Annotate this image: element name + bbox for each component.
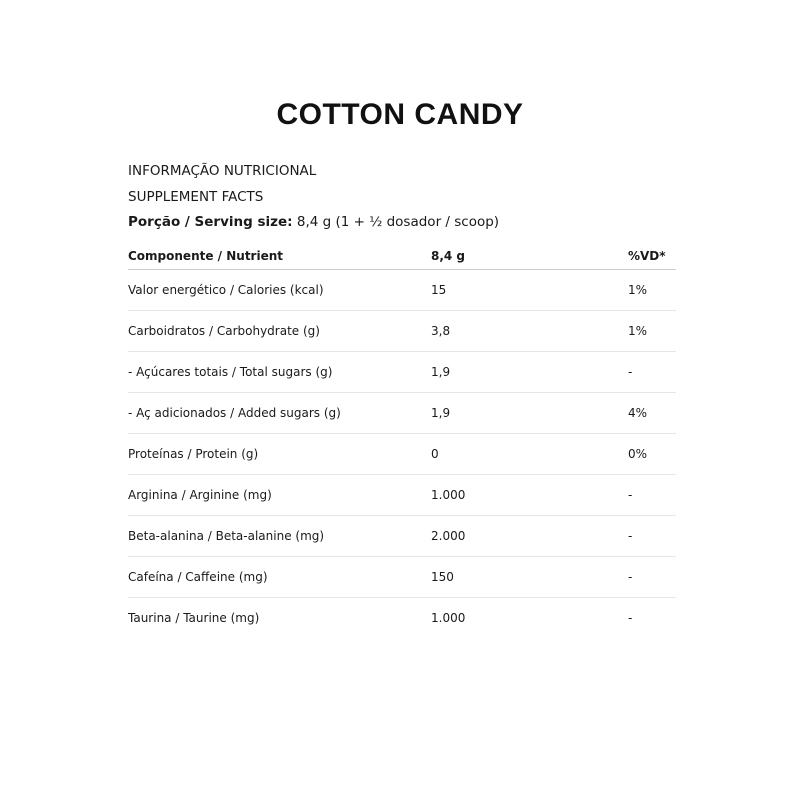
nutrient-daily-value: -: [628, 611, 633, 625]
product-title: COTTON CANDY: [276, 98, 524, 131]
serving-size-label: Porção / Serving size:: [128, 214, 293, 230]
info-title-pt: INFORMAÇÃO NUTRICIONAL: [128, 163, 317, 179]
nutrient-amount: 1,9: [431, 352, 628, 393]
nutrient-daily-value: -: [628, 475, 676, 516]
header-nutrient: Componente / Nutrient: [128, 242, 431, 270]
nutrient-name: - Aç adicionados / Added sugars (g): [128, 393, 431, 434]
nutrient-name: Beta-alanina / Beta-alanine (mg): [128, 516, 431, 557]
nutrient-name: Cafeína / Caffeine (mg): [128, 557, 431, 598]
table-row: [128, 516, 676, 557]
table-row: [128, 598, 676, 639]
table-row: [128, 557, 676, 598]
serving-size-value: 8,4 g (1 + ½ dosador / scoop): [292, 214, 500, 230]
table-row: [128, 311, 676, 352]
nutrient-amount: 1.000: [431, 475, 628, 516]
table-row: [128, 434, 676, 475]
nutrient-name: Proteínas / Protein (g): [128, 434, 431, 475]
nutrient-daily-value: -: [628, 352, 676, 393]
table-row: [128, 393, 676, 434]
nutrient-daily-value: 4%: [628, 393, 676, 434]
nutrient-amount: 1,9: [431, 393, 628, 434]
nutrient-daily-value: 1%: [628, 270, 676, 311]
nutrient-amount: 150: [431, 557, 628, 598]
nutrient-name: Arginina / Arginine (mg): [128, 475, 431, 516]
nutrient-daily-value: 0%: [628, 434, 676, 475]
table-row: [128, 270, 676, 311]
nutrient-amount: 0: [431, 434, 628, 475]
nutrition-info-header: [128, 162, 499, 239]
nutrition-table: [128, 242, 676, 638]
nutrient-amount: 1.000: [431, 611, 466, 625]
nutrient-amount: 15: [431, 270, 628, 311]
serving-size: [128, 213, 499, 239]
nutrient-amount: 2.000: [431, 516, 628, 557]
nutrient-name: Taurina / Taurine (mg): [128, 611, 260, 625]
table-row: [128, 352, 676, 393]
nutrient-name: Valor energético / Calories (kcal): [128, 270, 431, 311]
info-title-en: SUPPLEMENT FACTS: [128, 188, 264, 205]
nutrient-name: Carboidratos / Carbohydrate (g): [128, 311, 431, 352]
table-header-row: [128, 242, 676, 270]
table-row: [128, 475, 676, 516]
nutrient-daily-value: 1%: [628, 311, 676, 352]
nutrient-daily-value: -: [628, 557, 676, 598]
header-amount: 8,4 g: [431, 242, 628, 270]
nutrient-daily-value: -: [628, 516, 676, 557]
nutrient-name: - Açúcares totais / Total sugars (g): [128, 352, 431, 393]
header-daily-value: %VD*: [628, 242, 676, 270]
nutrient-amount: 3,8: [431, 311, 628, 352]
